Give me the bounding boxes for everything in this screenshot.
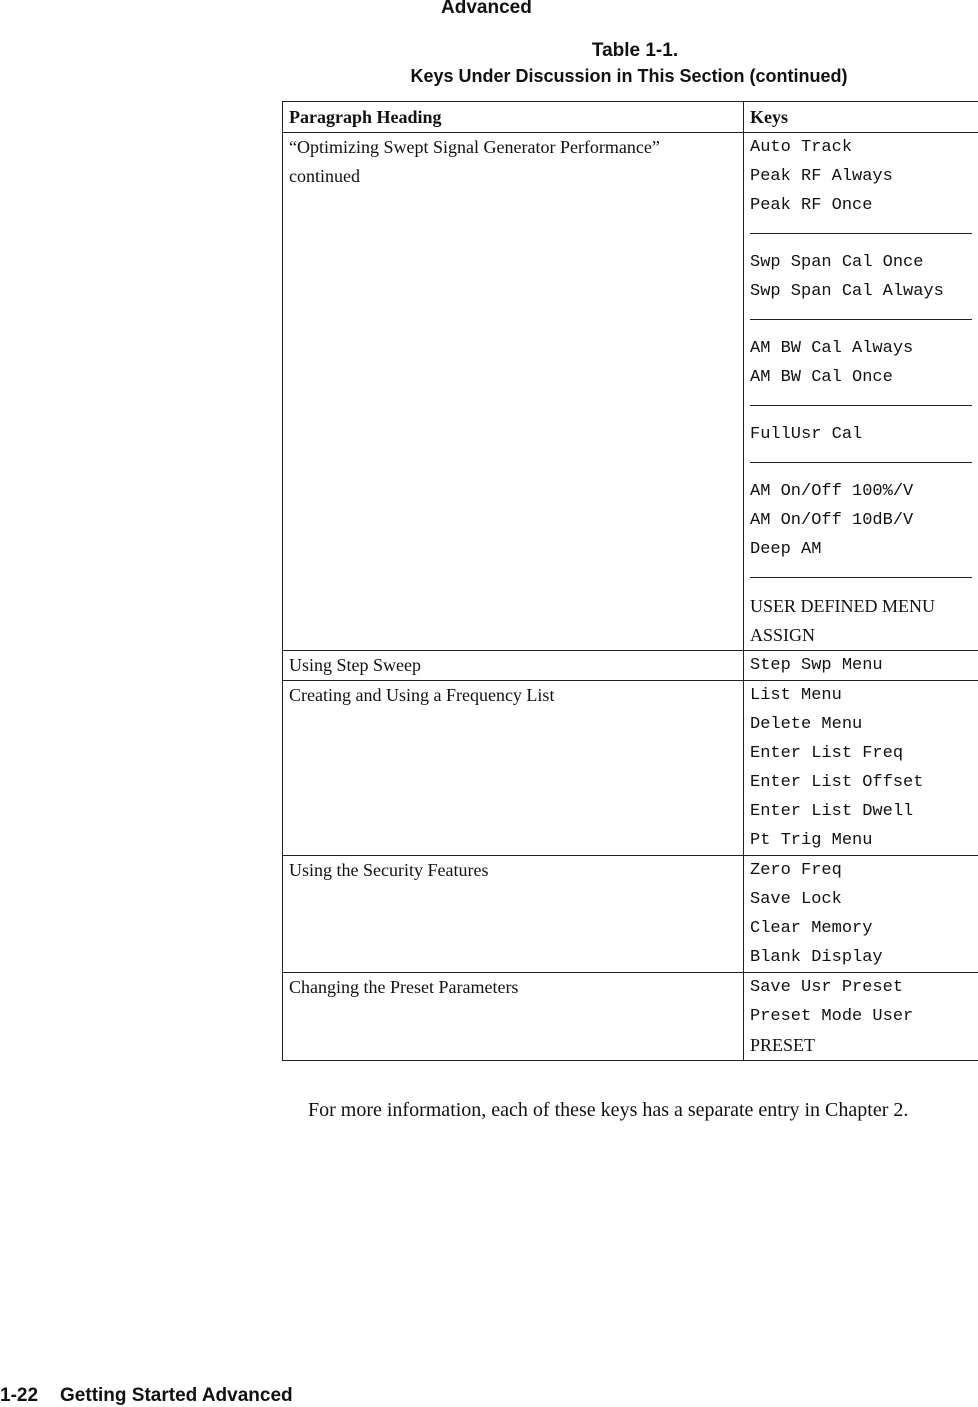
key-label: Step Swp Menu — [750, 656, 883, 675]
key-label: Enter List Dwell — [750, 802, 914, 821]
table-row — [283, 681, 978, 856]
page-number: 1-22 — [0, 1385, 39, 1406]
key-label: Blank Display — [750, 948, 883, 967]
keys-cell — [744, 681, 978, 856]
key-label: Swp Span Cal Always — [750, 282, 944, 301]
group-divider — [750, 220, 972, 248]
paragraph-heading: Using the Security Features — [289, 860, 489, 880]
hardkey-label: ASSIGN — [750, 625, 816, 645]
group-divider — [750, 392, 972, 420]
table-row — [283, 973, 978, 1061]
key-label: Delete Menu — [750, 715, 863, 734]
hardkey-label: PRESET — [750, 1035, 816, 1055]
table-row — [283, 133, 978, 651]
key-label: AM BW Cal Once — [750, 368, 893, 387]
key-label: Enter List Offset — [750, 773, 924, 792]
key-label: AM BW Cal Always — [750, 339, 914, 358]
key-label: Save Lock — [750, 890, 842, 909]
key-label: Peak RF Always — [750, 167, 893, 186]
hardkey-label: USER DEFINED MENU — [750, 596, 936, 616]
paragraph-heading-cell — [283, 681, 744, 856]
key-label: AM On/Off 10dB/V — [750, 511, 914, 530]
table-caption: Keys Under Discussion in This Section (continued) — [410, 66, 848, 86]
group-divider — [750, 449, 972, 477]
key-label: AM On/Off 100%/V — [750, 482, 914, 501]
key-label: Zero Freq — [750, 861, 842, 880]
table-header-row — [283, 102, 978, 133]
key-label: Enter List Freq — [750, 744, 904, 763]
column-header-keys: Keys — [744, 102, 978, 133]
running-head: Advanced — [441, 0, 532, 18]
key-label: Swp Span Cal Once — [750, 253, 924, 272]
keys-table — [282, 101, 978, 1061]
key-label: Deep AM — [750, 540, 822, 559]
keys-cell — [744, 856, 978, 973]
column-header-paragraph: Paragraph Heading — [283, 102, 744, 133]
keys-cell — [744, 133, 978, 651]
key-label: FullUsr Cal — [750, 425, 863, 444]
group-divider — [750, 306, 972, 334]
keys-cell — [744, 973, 978, 1061]
paragraph-heading: Changing the Preset Parameters — [289, 977, 519, 997]
paragraph-heading: continued — [289, 166, 360, 186]
key-label: Peak RF Once — [750, 196, 873, 215]
keys-cell — [744, 651, 978, 681]
note-paragraph: For more information, each of these keys has a separate entry in Chapter 2. — [308, 1099, 909, 1121]
table-row — [283, 651, 978, 681]
key-label: Clear Memory — [750, 919, 873, 938]
paragraph-heading: “Optimizing Swept Signal Generator Performance” — [289, 137, 660, 157]
key-label: Pt Trig Menu — [750, 831, 873, 850]
group-divider — [750, 564, 972, 592]
key-label: List Menu — [750, 686, 842, 705]
page-footer — [0, 1385, 293, 1407]
table-row — [283, 856, 978, 973]
paragraph-heading-cell — [283, 651, 744, 681]
paragraph-heading-cell — [283, 133, 744, 651]
footer-title: Getting Started Advanced — [60, 1385, 293, 1406]
key-label: Preset Mode User — [750, 1007, 914, 1026]
paragraph-heading: Creating and Using a Frequency List — [289, 685, 555, 705]
key-label: Auto Track — [750, 138, 853, 157]
table-number: Table 1-1. — [591, 40, 679, 61]
paragraph-heading-cell — [283, 856, 744, 973]
paragraph-heading: Using Step Sweep — [289, 655, 421, 675]
paragraph-heading-cell — [283, 973, 744, 1061]
key-label: Save Usr Preset — [750, 978, 904, 997]
